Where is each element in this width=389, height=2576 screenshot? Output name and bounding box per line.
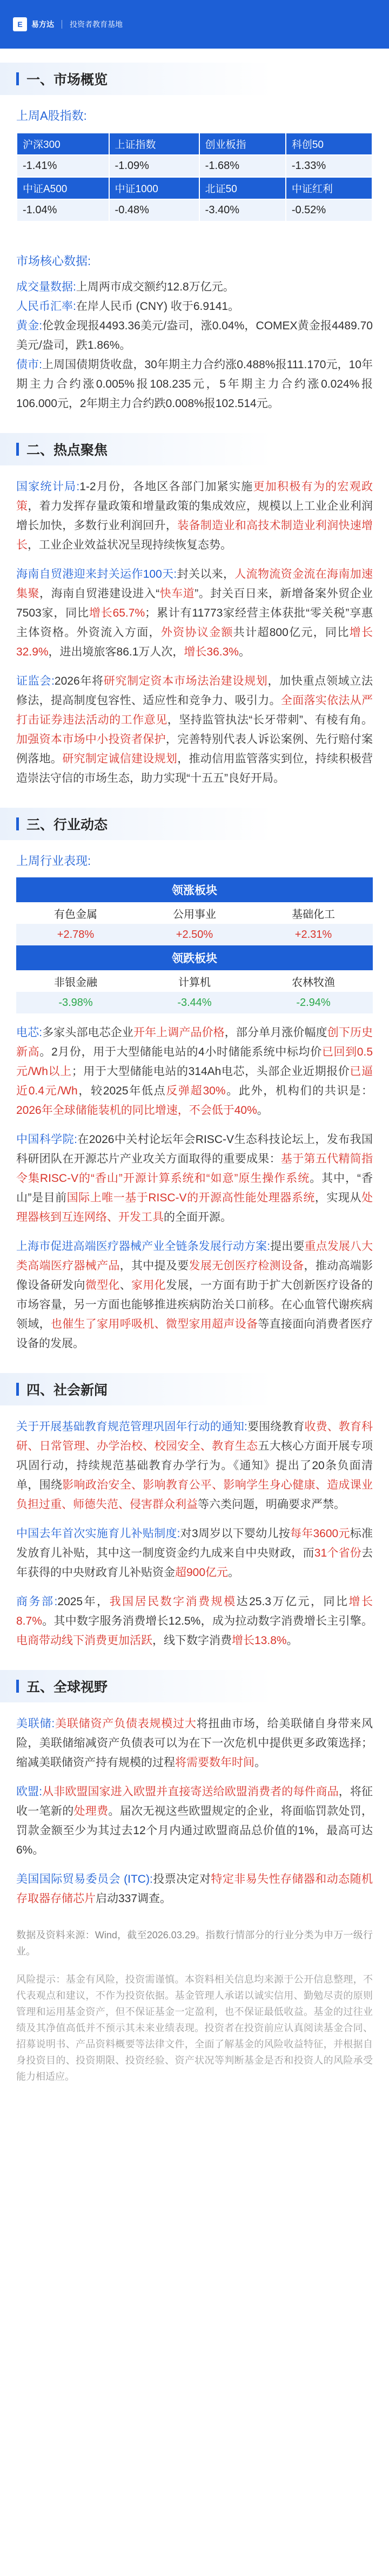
span: 。其中，“香山”是目前 [16, 1172, 373, 1204]
span: 反弹超30% [166, 1085, 226, 1097]
index-value: -1.33% [286, 155, 372, 177]
section-2-title: 二、热点聚焦 [26, 443, 108, 458]
div [16, 662, 373, 672]
bond-label: 债市: [16, 359, 42, 371]
bond-paragraph [16, 355, 373, 414]
span: 。 [254, 1756, 266, 1769]
span: ，线下数字消费 [152, 1634, 232, 1647]
volume-paragraph [16, 278, 373, 297]
span: ，加快重点领域立法修法，提高制度包容性、适应性和竞争力、吸引力。 [16, 675, 373, 707]
span: 开年上调产品价格 [133, 1026, 225, 1039]
span: 去年获得的中央财政育儿补贴资金 [16, 1547, 373, 1579]
span: 创下历史新高 [16, 1026, 373, 1058]
span: 增长36.3% [184, 646, 239, 658]
span: 共计超800亿元，同比 [233, 626, 350, 639]
bond-text: 上周国债期货收盘，30年期主力合约涨0.488%报111.170元，10年期主力合约涨0.005%报108.235元，5年期主力合约涨0.024%报106.000元，2年期主力合约跌0.008%报102.514元。 [16, 359, 373, 410]
span: 快车道 [159, 587, 195, 600]
span: 特定非易失性存储器和动态随机存取器存储芯片 [16, 1873, 373, 1905]
span: 中国去年首次实施育儿补贴制度: [16, 1527, 180, 1540]
section-5-title: 五、全球视野 [26, 1680, 108, 1695]
span: ，较2025年低点 [77, 1085, 166, 1097]
span: ，海南自贸港建设进入“ [39, 587, 160, 600]
span: 。 [257, 1104, 269, 1117]
span: 等六类问题，明确要求严禁。 [198, 1498, 345, 1511]
rmb-paragraph [16, 297, 373, 316]
span: 要围绕教育 [247, 1421, 305, 1433]
span: 国家统计局: [16, 481, 80, 493]
risk-disclaimer: 风险提示：基金有风险，投资需谨慎。本资料相关信息均来源于公开信息整理，不代表观点和建议，不作为投资依据。基金管理人承诺以诚实信用、勤勉尽责的原则管理和运用基金资产，但不保证基金一定盈利，也不保证最低收益。基金的过往业绩及其净值高低并不预示其未来业绩表现。投资者在投资前应认真阅读基金合同、招募说明书、产品资料概要等法律文件，全面了解基金的风险收益特征，并根据自身投资目的、投资期限、投资经验、资产状况等判断基金是否和投资人的风险承受能力相适应。 [16, 1974, 373, 2082]
span: 。 [238, 646, 250, 658]
span: ”。封关百日来，新增备案外贸企业7503家，同比 [16, 587, 373, 619]
span: 启动337调查。 [96, 1892, 172, 1905]
brand-logo-icon: E [13, 17, 27, 31]
section-4-title: 四、社会新闻 [26, 1383, 108, 1398]
volume-label: 成交量数据: [16, 281, 76, 293]
span: 欧盟: [16, 1786, 43, 1798]
span: ，着力发挥存量政策和增量政策的集成效应，规模以上工业企业利润增长加快，多数行业利润回升， [16, 500, 373, 532]
span: 五大核心方面开展专项巩固行动，持续规范基础教育办学行为。《通知》提出了20条负面清单，围绕 [16, 1440, 373, 1491]
cas-paragraph [16, 1130, 373, 1227]
hainan-paragraph [16, 565, 373, 662]
span: 从非欧盟国家进入欧盟并直接寄送给欧盟消费者的每件商品 [42, 1786, 339, 1798]
index-value: -0.48% [109, 199, 199, 221]
childcare-paragraph [16, 1524, 373, 1583]
div [16, 1013, 373, 1023]
span: 也催生了家用呼吸机、微型家用超声设备 [50, 1318, 258, 1330]
span: 国际上唯一基于RISC-V的开源高性能处理器系统 [66, 1192, 315, 1204]
span: 收费、教育科研、日常管理、办学治校、校园安全、教育生态 [16, 1421, 373, 1452]
span: 商务部: [16, 1595, 58, 1608]
sector-table [16, 877, 373, 1013]
span: 外资协议金额 [160, 626, 233, 639]
span: 基于第五代精简指令集RISC-V的“香山”开源计算系统和“如意”原生操作系统 [16, 1153, 373, 1185]
span: ，坚持监管执法“长牙带刺”、有棱有角。 [167, 714, 373, 726]
gold-text: 伦敦金现报4493.36美元/盎司，涨0.04%，COMEX黄金报4489.70美元/盎司，跌1.86%。 [16, 320, 373, 351]
span: 发展无创医疗检测设备 [189, 1260, 304, 1272]
education-paragraph [16, 1417, 373, 1515]
commerce-paragraph [16, 1592, 373, 1651]
span: 每年3600元 [290, 1527, 350, 1540]
span: 家用化 [131, 1279, 166, 1292]
span: 影响政治安全、影响教育公平、影响学生身心健康、造成课业负担过重、师德失范、侵害群众利益 [16, 1479, 373, 1511]
section-3-title: 三、行业动态 [26, 817, 108, 833]
index-label: 北证50 [199, 177, 286, 199]
index-value: -3.40% [199, 199, 286, 221]
span: 已回到0.5元/Wh以上 [16, 1046, 373, 1078]
gold-paragraph [16, 316, 373, 355]
span: ，工业企业效益状况呈现持续恢复态势。 [28, 539, 232, 551]
span: 投票决定对 [152, 1873, 211, 1885]
source-note: 数据及资料来源：Wind，截至2026.03.29。指数行情部分的行业分类为申万一级行业。 [16, 1930, 373, 1957]
span: 增长32.9% [16, 626, 373, 658]
span: 对3周岁以下婴幼儿按 [180, 1527, 290, 1540]
sector-value: +2.78% [16, 924, 135, 945]
sector-value: -2.94% [254, 992, 373, 1013]
span: 提出要 [270, 1240, 305, 1253]
span: 中国科学院: [16, 1133, 77, 1146]
top-banner [0, 0, 389, 49]
div [16, 1227, 373, 1237]
span: 我国居民数字消费规模 [109, 1595, 237, 1608]
span: 2026年将 [54, 675, 104, 687]
span: 加强资本市场中小投资者保护 [16, 733, 166, 746]
span: 多家头部电芯企业 [42, 1026, 133, 1039]
section-1-header [0, 63, 389, 95]
div [16, 1773, 373, 1782]
section-1-title: 一、市场概览 [26, 72, 108, 87]
itc-paragraph [16, 1870, 373, 1909]
span: 美国国际贸易委员会 (ITC): [16, 1873, 153, 1885]
section-bar-icon [16, 817, 19, 830]
section-2-header [0, 433, 389, 465]
div [16, 1959, 373, 1971]
industry-subheading: 上周行业表现: [16, 854, 91, 868]
index-label: 中证红利 [286, 177, 372, 199]
span: 增长65.7% [89, 607, 145, 619]
span: 美联储: [16, 1718, 55, 1730]
span: 人流物流资金流在海南加速集聚 [16, 568, 373, 600]
leading-up-header: 领涨板块 [16, 877, 373, 902]
span: ，推动信用监管落实到位，持续积极营造崇法守信的市场生态，助力实现“十五五”良好开局。 [16, 753, 373, 785]
span: 的全面开源。 [164, 1211, 232, 1223]
span: 31个省份 [314, 1547, 362, 1559]
span: ，其中提及要 [119, 1260, 189, 1272]
core-data-subheading: 市场核心数据: [16, 254, 91, 268]
volume-text: 上周两市成交额约12.8万亿元。 [76, 281, 234, 293]
rmb-text: 在岸人民币 (CNY) 收于6.9141。 [76, 300, 240, 313]
span: 海南自贸港迎来封关运作100天: [16, 568, 177, 580]
sector-name: 农林牧渔 [292, 976, 335, 989]
sector-value: -3.44% [135, 992, 254, 1013]
span: 研究制定资本市场法治建设规划 [103, 675, 268, 687]
span: 更加积极有为的宏观政策 [16, 481, 373, 512]
span: 在2026中关村论坛年会RISC-V生态科技论坛上，发布我国科研团队在开源芯片产业攻关方面取得的重要成果： [16, 1133, 373, 1165]
span: ，将征收一笔新的 [16, 1786, 373, 1817]
span: ，部分单月涨价幅度 [224, 1026, 327, 1039]
index-label: 科创50 [286, 133, 372, 155]
sector-name: 公用事业 [173, 908, 216, 921]
sector-value: +2.31% [254, 924, 373, 945]
span: 电商带动线下消费更加活跃 [16, 1634, 152, 1647]
span: ，推动高端影像设备研发向 [16, 1260, 373, 1292]
span: ，进出境旅客86.1万人次， [48, 646, 184, 658]
div [16, 1860, 373, 1870]
csrc-paragraph [16, 672, 373, 788]
section-5-header [0, 1670, 389, 1702]
span: 。此外，机构们的共识是： [225, 1085, 373, 1097]
span: 重点发展八大类高端医疗器械产品 [16, 1240, 373, 1272]
span: 增长13.8% [232, 1634, 287, 1647]
sector-name: 基础化工 [292, 908, 335, 921]
span: 。 [286, 1634, 298, 1647]
span: 已逼近0.4元/Wh [16, 1065, 373, 1097]
section-bar-icon [16, 1680, 19, 1693]
div [16, 1583, 373, 1592]
sector-name: 非银金融 [54, 976, 97, 989]
sector-name: 计算机 [178, 976, 211, 989]
eu-paragraph [16, 1782, 373, 1860]
span: 处理费 [73, 1805, 109, 1817]
div [16, 1120, 373, 1130]
span: 、 [119, 1279, 132, 1292]
section-bar-icon [16, 1383, 19, 1396]
span: ；用于大型储能电站的314Ah电芯，头部企业近期报价 [71, 1065, 350, 1078]
span: 证监会: [16, 675, 55, 687]
span: 微型化 [85, 1279, 120, 1292]
index-value: -1.41% [17, 155, 109, 177]
span: 电芯: [16, 1026, 43, 1039]
span: 处理器核到互连网络、开发工具 [16, 1192, 373, 1223]
span: 上海市促进高端医疗器械产业全链条发展行动方案: [16, 1240, 271, 1253]
sector-value: -3.98% [16, 992, 135, 1013]
index-label: 中证1000 [109, 177, 199, 199]
sector-value: +2.50% [135, 924, 254, 945]
index-label: 沪深300 [17, 133, 109, 155]
section-bar-icon [16, 72, 19, 85]
index-label: 上证指数 [109, 133, 199, 155]
div [16, 555, 373, 565]
span: ，实现从 [314, 1192, 362, 1204]
index-label: 中证A500 [17, 177, 109, 199]
shanghai-paragraph [16, 1237, 373, 1354]
span: 研究制定诚信建设规划 [62, 753, 178, 765]
span: 。其中数字服务消费增长12.5%，成为拉动数字消费增长主引擎。 [42, 1615, 373, 1627]
index-value: -0.52% [286, 199, 372, 221]
index-value: -1.04% [17, 199, 109, 221]
index-table [16, 132, 373, 222]
span: 标准发放育儿补贴，其中这一制度资金约九成来自中央财政，而 [16, 1527, 373, 1559]
span: 超900亿元 [175, 1566, 229, 1579]
leading-down-header: 领跌板块 [16, 945, 373, 970]
span: 发展，一方面有助于扩大创新医疗设备的市场容量，另一方面也能够推进疾病防治关口前移。在心血管代谢疾病领域， [16, 1279, 373, 1330]
index-value: -1.68% [199, 155, 286, 177]
span: 全面落实依法从严打击证券违法活动的工作意见 [16, 694, 373, 726]
div [16, 1909, 373, 1927]
fed-paragraph [16, 1714, 373, 1773]
span: 装备制造业和高技术制造业利润快速增长 [16, 519, 373, 551]
span: 将需要数年时间 [175, 1756, 254, 1769]
span: 将扭曲市场，给美联储自身带来风险，美联储缩减资产负债表可以为在下一次危机中提供更多政策选择；缩减美联储资产持有规模的过程 [16, 1718, 373, 1769]
sector-name: 有色金属 [54, 908, 97, 921]
index-subheading: 上周A股指数: [16, 109, 87, 123]
brand-name: 易方达 [31, 20, 54, 29]
span: 。 [228, 1566, 240, 1579]
span: 关于开展基础教育规范管理巩固年行动的通知: [16, 1421, 247, 1433]
section-bar-icon [16, 443, 19, 456]
span: 。届次无视这些欧盟规定的企业，将面临罚款处罚，罚款金额至少为其过去12个月内通过欧盟商品总价值的1%，最高可达6%。 [16, 1805, 373, 1856]
gold-label: 黄金: [16, 320, 43, 332]
span: 增长8.7% [16, 1595, 373, 1627]
index-value: -1.09% [109, 155, 199, 177]
span: 。2月份，用于大型储能电站的4小时储能系统中标均价 [39, 1046, 322, 1058]
span: 2026年全球储能装机的同比增速，不会低于40% [16, 1104, 257, 1117]
span: 达25.3万亿元，同比 [236, 1595, 349, 1608]
span: ；累计有11773家经营主体获批“零关税”享惠主体资格。外资流入方面， [16, 607, 373, 639]
battery-paragraph [16, 1023, 373, 1120]
section-4-header [0, 1373, 389, 1405]
rmb-label: 人民币汇率: [16, 300, 76, 313]
span: 等直接面向消费者医疗设备的发展。 [16, 1318, 373, 1350]
brand-subtitle: 投资者教育基地 [70, 20, 123, 29]
span: ，完善特别代表人诉讼案例、先行赔付案例落地。 [16, 733, 373, 765]
span: 2025年， [57, 1595, 110, 1608]
span: 封关以来， [177, 568, 235, 580]
section-3-header [0, 808, 389, 840]
span: 美联储资产负债表规模过大 [55, 1718, 197, 1730]
div [16, 1515, 373, 1524]
span: 1-2月份，各地区各部门加紧实施 [79, 481, 253, 493]
index-label: 创业板指 [199, 133, 286, 155]
brand-logo [13, 17, 123, 31]
stats-bureau-paragraph [16, 477, 373, 555]
